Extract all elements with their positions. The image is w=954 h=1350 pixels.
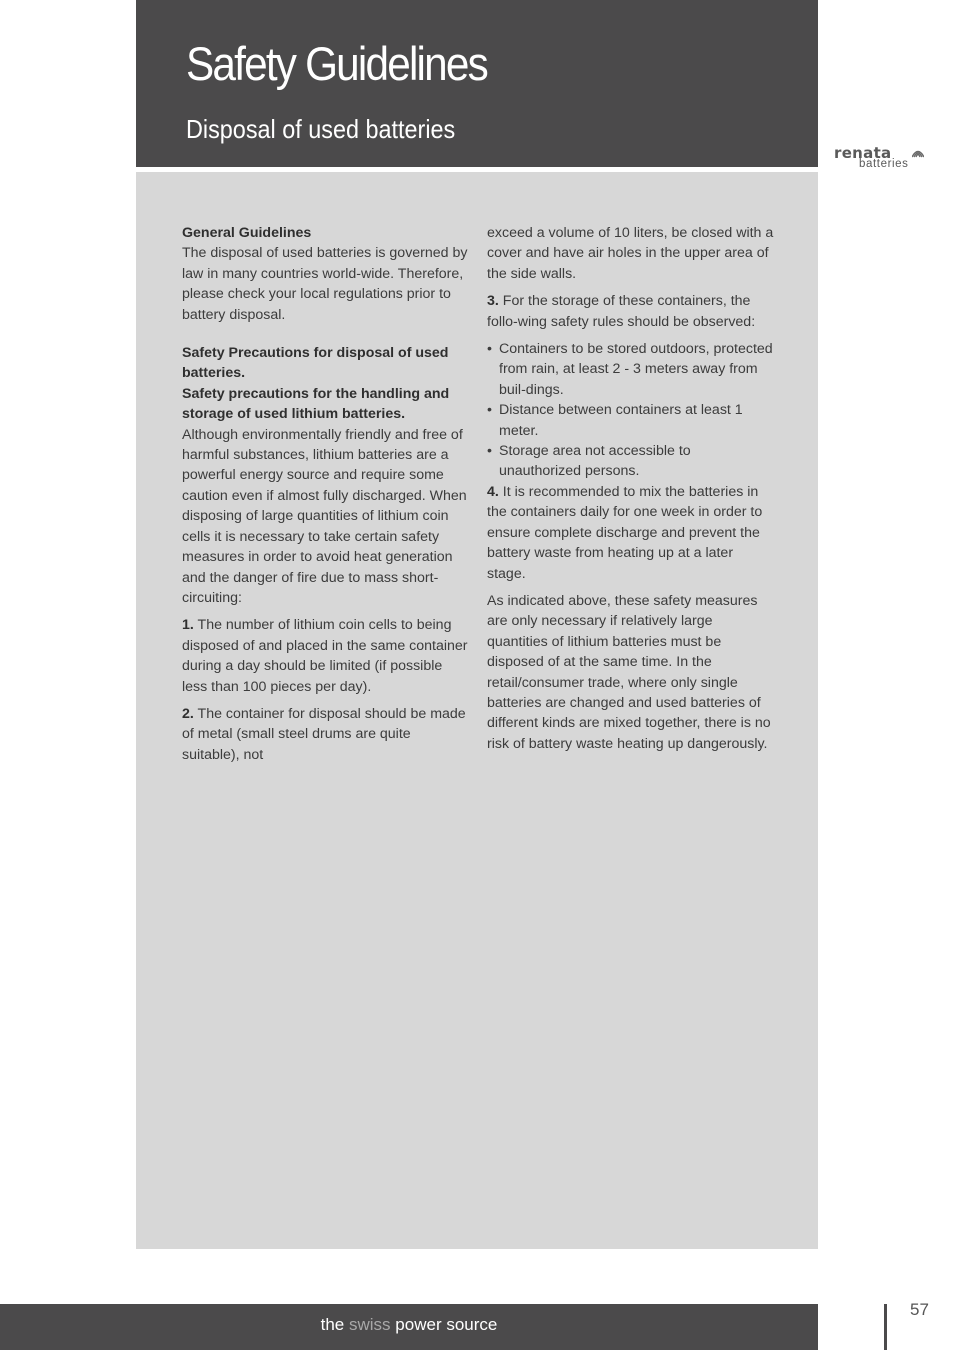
measure-item-3 <box>487 291 775 332</box>
measure-item-2-continued: exceed a volume of 10 liters, be closed with a cover and have air holes in the upper area of the side walls. <box>487 225 774 282</box>
list-item: • Containers to be stored outdoors, protected from rain, at least 2 - 3 meters away from buil-dings. <box>487 339 775 400</box>
measure-item-1 <box>182 615 470 697</box>
logo-subtext: batteries <box>859 158 909 170</box>
measure-number-2: 2. <box>182 705 194 722</box>
text-column-right <box>487 223 775 761</box>
precautions-heading-handling: Safety precautions for the handling and storage of used lithium batteries. <box>182 385 450 423</box>
list-item: • Distance between containers at least 1 meter. <box>487 400 775 441</box>
precautions-section <box>182 343 470 608</box>
page-subtitle: Disposal of used batteries <box>186 114 456 144</box>
renata-logo <box>834 144 934 172</box>
header-banner <box>136 0 818 167</box>
general-guidelines-heading: General Guidelines <box>182 225 312 241</box>
measure-text-4: It is recommended to mix the batteries in the containers daily for one week in order to ensure complete discharge and prevent the battery waste from heating up at a later stage. <box>487 483 763 582</box>
measure-number-3: 3. <box>487 293 499 310</box>
precautions-text: Although environmentally friendly and free of harmful substances, lithium batteries are a powerful energy source and require some caution even if almost fully discharged. When disposing of large quantities of lithium coin cells it is necessary to take certain safety measures in order to avoid heat generation and the danger of fire due to mass short-circuiting: <box>182 426 467 606</box>
text-column-left <box>182 223 470 772</box>
measure-item-4 <box>487 482 775 584</box>
measure-text-2: The container for disposal should be made of metal (small steel drums are quite suitable), not <box>182 705 466 763</box>
measure-text-1: The number of lithium coin cells to being disposed of and placed in the same container during a day should be limited (if possible less than 100 pieces per day). <box>182 617 468 695</box>
content-panel <box>136 172 818 1249</box>
renata-wave-icon <box>912 146 924 158</box>
general-guidelines-text: The disposal of used batteries is governed by law in many countries world-wide. Therefore, please check your local regulations prior to battery disposal. <box>182 245 468 323</box>
page-title: Safety Guidelines <box>186 37 487 90</box>
list-item: • Storage area not accessible to unauthorized persons. <box>487 441 775 482</box>
measure-number-4: 4. <box>487 483 499 500</box>
footer-text-power-source: power source <box>395 1315 498 1334</box>
measure-text-3: For the storage of these containers, the follo-wing safety rules should be observed: <box>487 293 756 330</box>
logo-wordmark: renata <box>834 144 892 162</box>
page-number-divider <box>884 1304 887 1350</box>
closing-paragraph: As indicated above, these safety measures are only necessary if relatively large quantities of lithium batteries must be disposed of at the same time. In the retail/consumer trade, where only single batteries are changed and used batteries of different kinds are mixed together, there is no risk of battery waste heating up dangerously. <box>487 592 771 752</box>
storage-rules-list <box>487 339 775 482</box>
measure-number-1: 1. <box>182 617 194 634</box>
measure-item-2 <box>182 704 470 765</box>
footer-text-the: the <box>320 1315 345 1334</box>
page-number: 57 <box>910 1300 929 1319</box>
footer-text-swiss: swiss <box>349 1315 391 1334</box>
precautions-heading-disposal: Safety Precautions for disposal of used batteries. <box>182 345 449 382</box>
footer-bar <box>0 1304 818 1350</box>
general-guidelines-section <box>182 223 470 325</box>
